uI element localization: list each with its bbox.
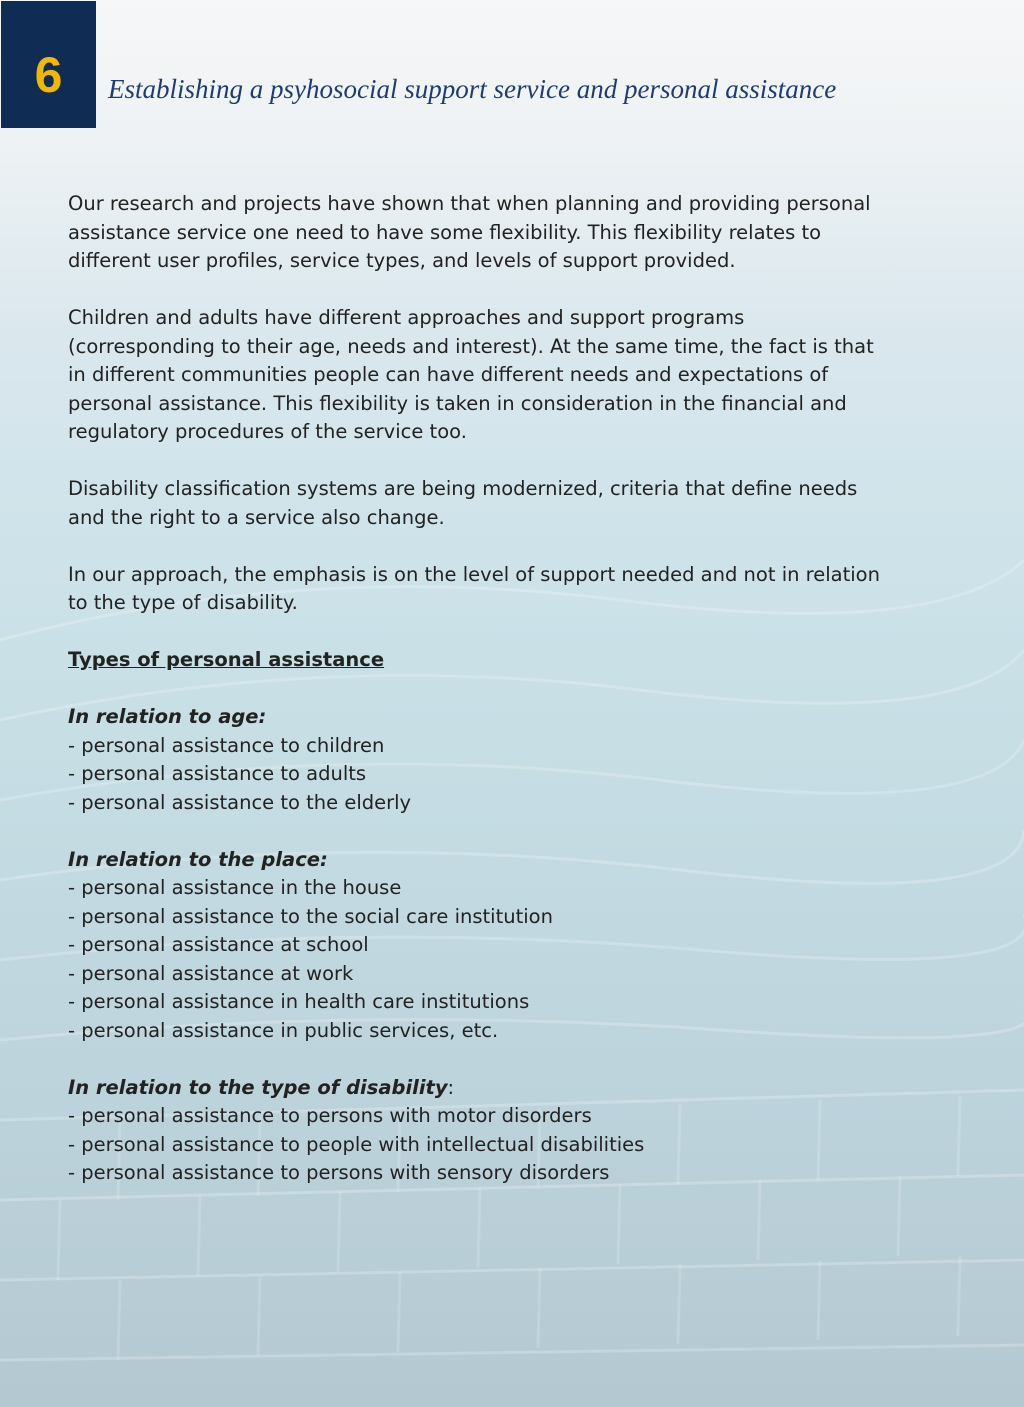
group-heading-disability-line — [68, 1074, 888, 1103]
intro-paragraph-4: In our approach, the emphasis is on the level of support needed and not in relation to the type of disability. — [68, 562, 880, 614]
group-heading-disability: In relation to the type of disability — [68, 1075, 448, 1099]
list-disability — [68, 1102, 888, 1188]
list-item: - personal assistance to children — [68, 733, 385, 757]
intro-paragraph-1: Our research and projects have shown that when planning and providing personal assistance service one need to have some flexibility. This flexibility relates to different user profiles, service types, and levels of support provided. — [68, 192, 871, 272]
list-item: - personal assistance to adults — [68, 762, 367, 785]
list-item: - personal assistance to persons with sensory disorders — [68, 1161, 610, 1184]
list-item: - personal assistance in health care institutions — [68, 990, 530, 1013]
list-age — [68, 732, 888, 818]
list-item: - personal assistance in the house — [68, 876, 402, 899]
list-item: - personal assistance at work — [68, 961, 354, 985]
list-item: - personal assistance at school — [68, 933, 369, 956]
group-disability — [68, 1074, 888, 1188]
intro-paragraph-2: Children and adults have different approaches and support programs (corresponding to their age, needs and interest). At the same time, the fact is that in different communities people can have different needs and expectations of personal assistance. This flexibility is taken in consideration in the financial and regulatory procedures of the service too. — [68, 306, 874, 443]
list-item: - personal assistance to the elderly — [68, 790, 412, 814]
chapter-badge — [1, 1, 96, 128]
group-place — [68, 846, 888, 1046]
chapter-number: 6 — [34, 47, 63, 103]
intro-paragraph-3: Disability classification systems are being modernized, criteria that define needs and the right to a service also change. — [68, 477, 858, 529]
group-heading-age: In relation to age: — [68, 705, 267, 728]
list-item: - personal assistance to people with intellectual disabilities — [68, 1132, 645, 1156]
list-item: - personal assistance to persons with motor disorders — [68, 1104, 592, 1127]
group-heading-place: In relation to the place: — [68, 847, 328, 871]
section-heading-types: Types of personal assistance — [68, 648, 385, 671]
group-age — [68, 703, 888, 817]
list-place — [68, 874, 888, 1045]
list-item: - personal assistance in public services, etc. — [68, 1018, 499, 1042]
page-content — [68, 190, 888, 1216]
group-heading-disability-colon: : — [447, 1075, 455, 1099]
list-item: - personal assistance to the social care institution — [68, 904, 553, 928]
chapter-title: Establishing a psyhosocial support service and personal assistance — [108, 74, 837, 104]
